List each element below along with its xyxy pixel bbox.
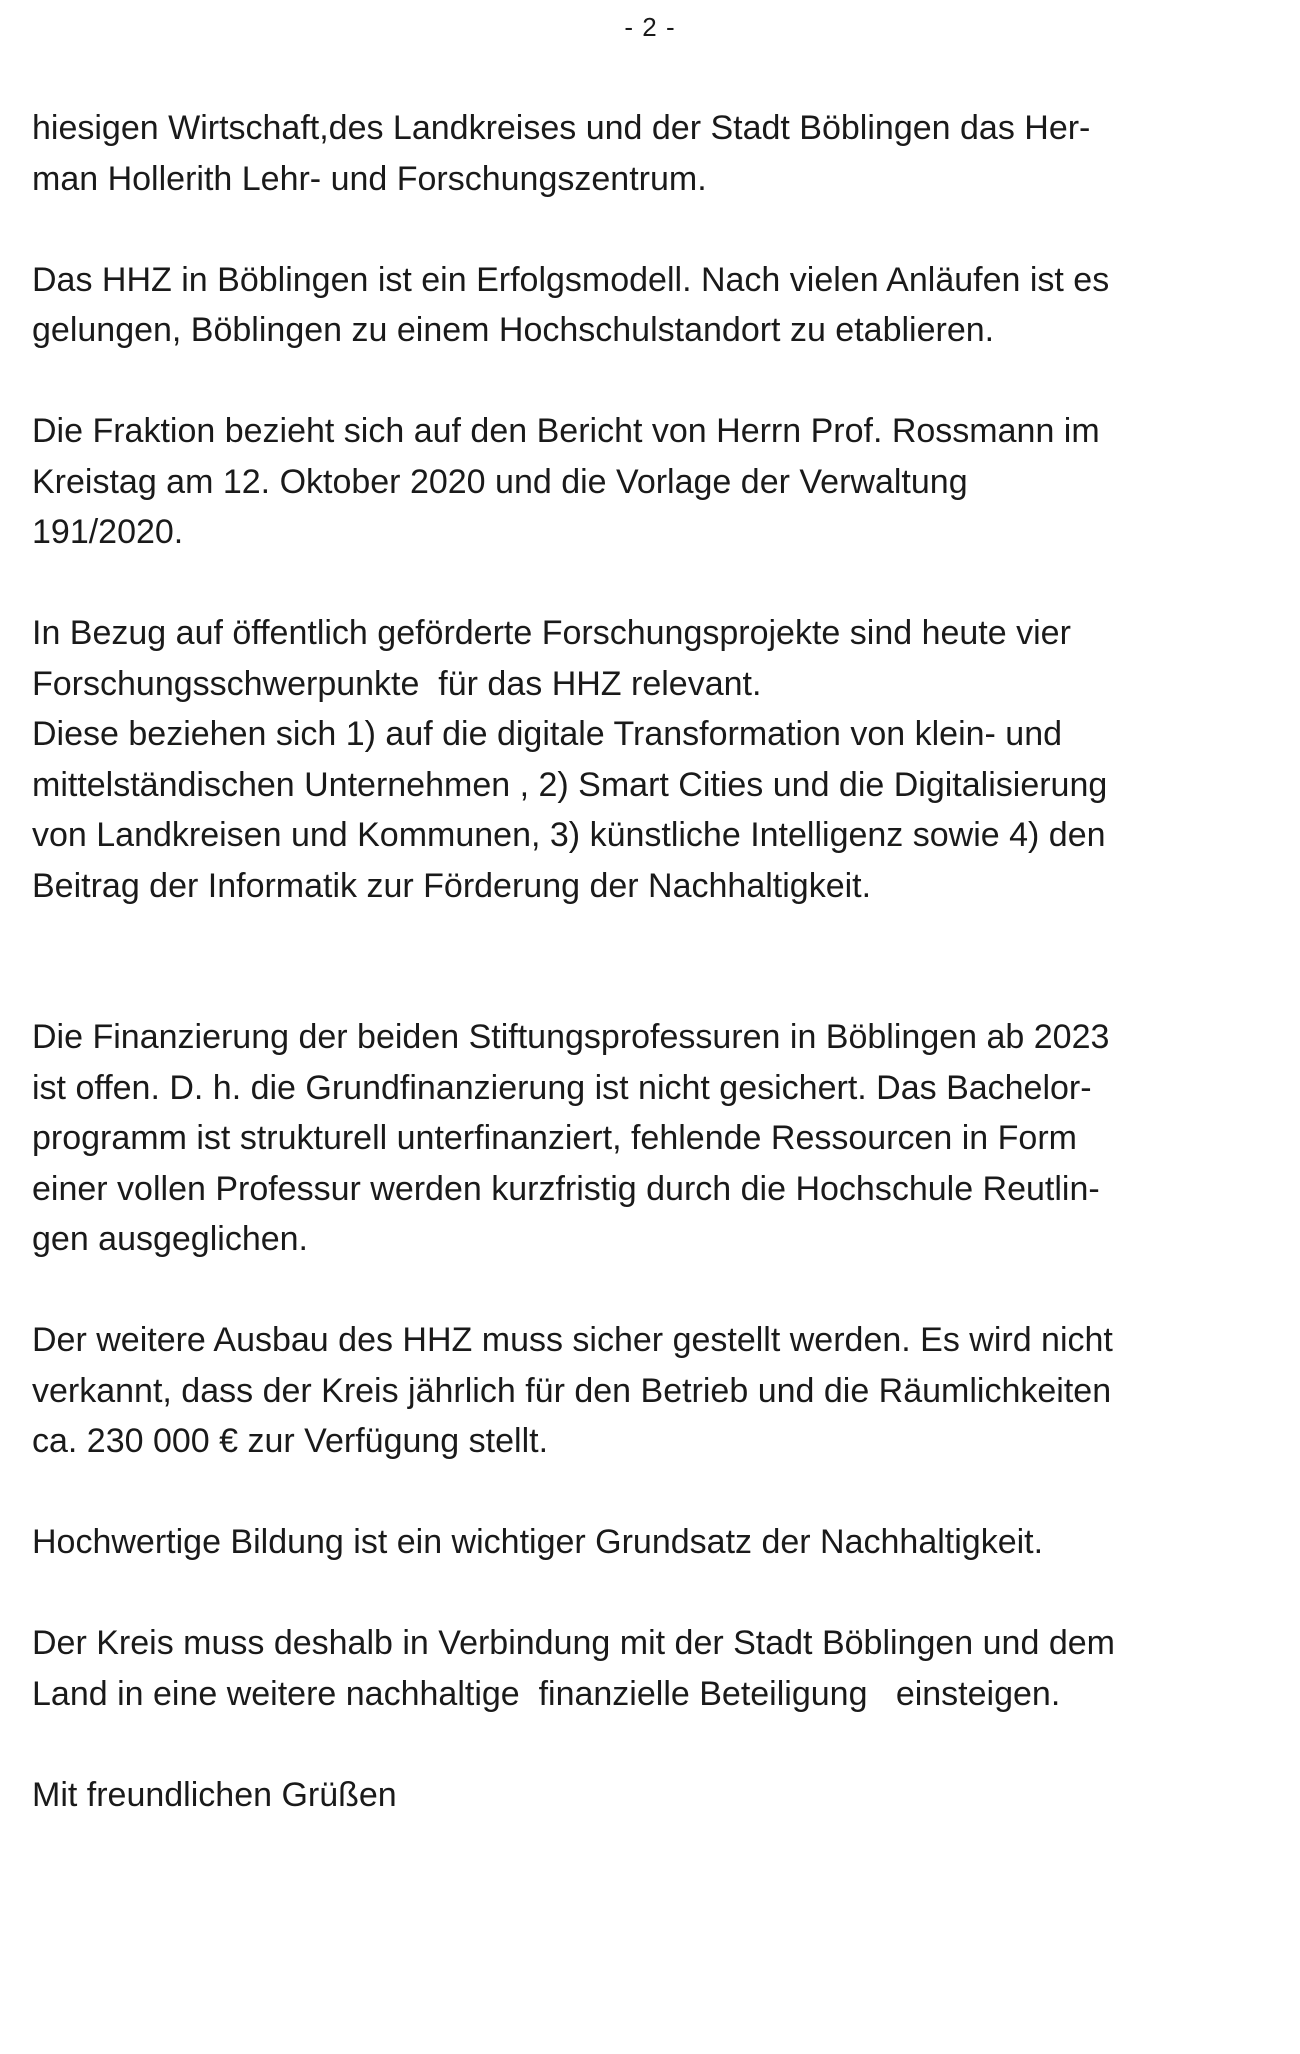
- text-line: Land in eine weitere nachhaltige finanzielle Beteiligung einsteigen.: [32, 1674, 1061, 1713]
- text-line: ist offen. D. h. die Grundfinanzierung ist nicht gesichert. Das Bachelor-: [32, 1068, 1092, 1107]
- paragraph-success-model: [32, 255, 1272, 356]
- text-line: von Landkreisen und Kommunen, 3) künstliche Intelligenz sowie 4) den: [32, 816, 1106, 854]
- text-line: Kreistag am 12. Oktober 2020 und die Vorlage der Verwaltung: [32, 462, 968, 501]
- text-line: hiesigen Wirtschaft,des Landkreises und der Stadt Böblingen das Her-: [32, 109, 1091, 147]
- paragraph-financing: [32, 1012, 1272, 1265]
- text-line: einer vollen Professur werden kurzfristig durch die Hochschule Reutlin-: [32, 1169, 1100, 1208]
- text-line: In Bezug auf öffentlich geförderte Forschungsprojekte sind heute vier: [32, 614, 1071, 652]
- document-body: [32, 103, 1272, 1871]
- text-line: Hochwertige Bildung ist ein wichtiger Grundsatz der Nachhaltigkeit.: [32, 1523, 1044, 1561]
- paragraph-education: [32, 1517, 1272, 1568]
- text-line: Diese beziehen sich 1) auf die digitale Transformation von klein- und: [32, 715, 1063, 753]
- paragraph-hhz-founding: [32, 103, 1272, 204]
- text-line: Mit freundlichen Grüßen: [32, 1775, 397, 1814]
- text-line: 191/2020.: [32, 513, 184, 551]
- text-line: ca. 230 000 € zur Verfügung stellt.: [32, 1422, 549, 1460]
- text-line: Forschungsschwerpunkte für das HHZ relevant.: [32, 664, 762, 703]
- text-line: verkannt, dass der Kreis jährlich für den Betrieb und die Räumlichkeiten: [32, 1371, 1112, 1410]
- text-line: man Hollerith Lehr- und Forschungszentrum.: [32, 159, 707, 198]
- text-line: Der Kreis muss deshalb in Verbindung mit der Stadt Böblingen und dem: [32, 1624, 1115, 1662]
- paragraph-conclusion: [32, 1618, 1272, 1719]
- text-line: Die Finanzierung der beiden Stiftungsprofessuren in Böblingen ab 2023: [32, 1018, 1110, 1056]
- paragraph-research-focus: [32, 608, 1272, 911]
- text-line: Die Fraktion bezieht sich auf den Bericht von Herrn Prof. Rossmann im: [32, 412, 1100, 450]
- page-number: - 2 -: [624, 12, 676, 42]
- paragraph-expansion: [32, 1315, 1272, 1467]
- text-line: mittelständischen Unternehmen , 2) Smart Cities und die Digitalisierung: [32, 765, 1108, 804]
- text-line: Der weitere Ausbau des HHZ muss sicher gestellt werden. Es wird nicht: [32, 1321, 1113, 1359]
- text-line: Das HHZ in Böblingen ist ein Erfolgsmodell. Nach vielen Anläufen ist es: [32, 260, 1110, 299]
- text-line: gelungen, Böblingen zu einem Hochschulstandort zu etablieren.: [32, 311, 995, 349]
- text-line: programm ist strukturell unterfinanziert, fehlende Ressourcen in Form: [32, 1119, 1077, 1157]
- text-line: Beitrag der Informatik zur Förderung der Nachhaltigkeit.: [32, 866, 872, 905]
- paragraph-report-reference: [32, 406, 1272, 558]
- closing-salutation: [32, 1770, 1272, 1821]
- text-line: gen ausgeglichen.: [32, 1220, 309, 1258]
